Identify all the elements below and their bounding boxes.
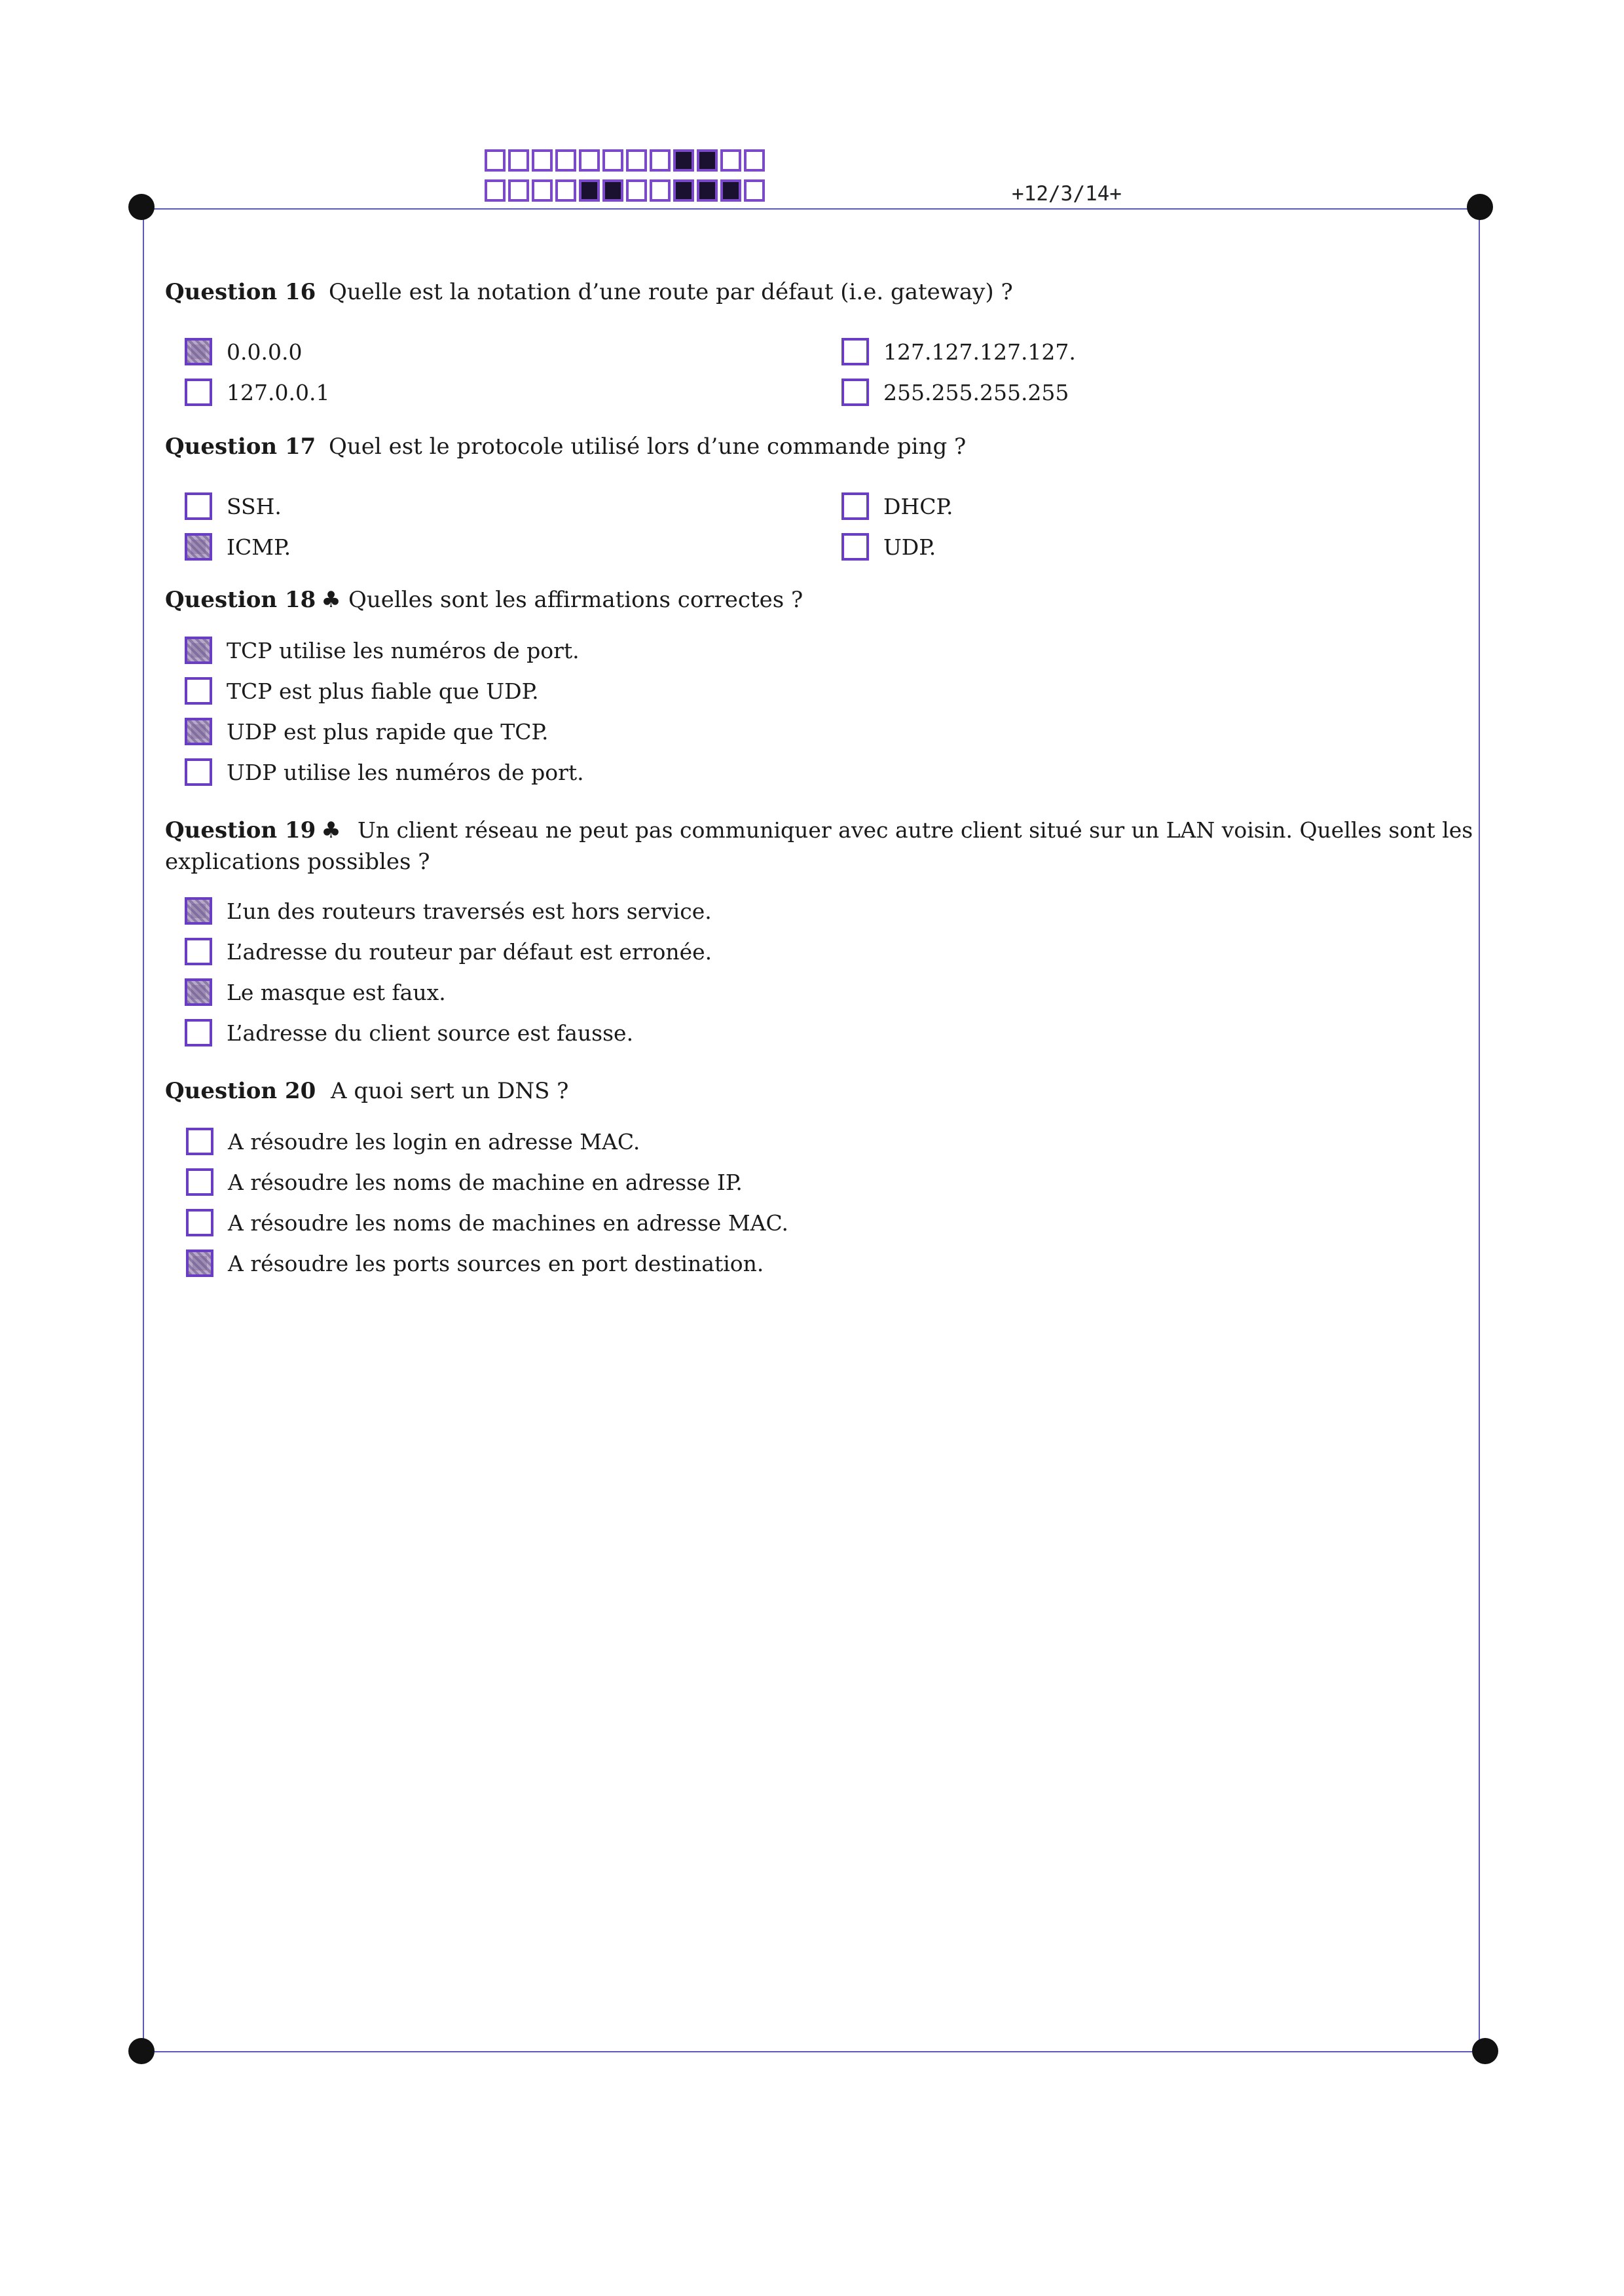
option-row[interactable] xyxy=(185,758,584,786)
question-20-header xyxy=(165,1078,316,1104)
club-icon: ♣ xyxy=(321,587,341,613)
option-label: 127.0.0.1 xyxy=(227,379,330,405)
barcode-cell xyxy=(626,179,647,202)
option-label: TCP est plus fiable que UDP. xyxy=(227,678,539,704)
barcode-cell xyxy=(697,179,718,202)
question-19-text-line-1: Un client réseau ne peut pas communiquer avec autre client situé sur un LAN voisin. Quelles sont les xyxy=(358,817,1473,843)
option-label: ICMP. xyxy=(227,534,291,560)
question-20-text: A quoi sert un DNS ? xyxy=(331,1078,569,1104)
answer-checkbox[interactable] xyxy=(841,379,869,406)
answer-checkbox[interactable] xyxy=(185,758,212,786)
registration-mark-top-left xyxy=(128,194,155,220)
option-label: A résoudre les ports sources en port destination. xyxy=(228,1250,764,1276)
option-label: L’adresse du client source est fausse. xyxy=(227,1020,634,1046)
option-row[interactable] xyxy=(185,379,329,406)
option-row[interactable] xyxy=(185,938,712,965)
option-row[interactable] xyxy=(185,533,291,561)
barcode-cell xyxy=(626,149,647,172)
option-row[interactable] xyxy=(185,637,580,664)
answer-checkbox[interactable] xyxy=(185,677,212,705)
barcode-cell xyxy=(744,179,765,202)
question-label: Question 18 xyxy=(165,587,316,613)
option-label: A résoudre les noms de machine en adresse IP. xyxy=(228,1169,743,1195)
option-row[interactable] xyxy=(185,897,712,925)
option-row[interactable] xyxy=(185,1019,633,1046)
question-17-text: Quel est le protocole utilisé lors d’une commande ping ? xyxy=(329,434,967,460)
option-label: L’adresse du routeur par défaut est erronée. xyxy=(227,938,712,965)
option-row[interactable] xyxy=(841,379,1069,406)
answer-checkbox[interactable] xyxy=(185,338,212,365)
barcode-cell xyxy=(532,179,553,202)
option-row[interactable] xyxy=(841,338,1076,365)
option-row[interactable] xyxy=(186,1250,764,1277)
option-label: 127.127.127.127. xyxy=(883,339,1076,365)
option-row[interactable] xyxy=(841,492,953,520)
option-row[interactable] xyxy=(185,677,539,705)
barcode-cell xyxy=(650,149,671,172)
option-label: A résoudre les noms de machines en adresse MAC. xyxy=(228,1210,789,1236)
question-label: Question 19 xyxy=(165,817,316,843)
answer-checkbox[interactable] xyxy=(185,978,212,1006)
answer-checkbox[interactable] xyxy=(841,492,869,520)
answer-checkbox[interactable] xyxy=(185,492,212,520)
answer-checkbox[interactable] xyxy=(186,1209,213,1236)
option-label: 255.255.255.255 xyxy=(883,379,1069,405)
barcode-cell xyxy=(555,149,576,172)
option-label: UDP est plus rapide que TCP. xyxy=(227,718,549,745)
question-16-text: Quelle est la notation d’une route par défaut (i.e. gateway) ? xyxy=(329,279,1013,305)
option-label: UDP utilise les numéros de port. xyxy=(227,759,584,785)
answer-checkbox[interactable] xyxy=(185,897,212,925)
barcode-cell xyxy=(485,149,506,172)
page-id: +12/3/14+ xyxy=(1012,182,1122,206)
answer-checkbox[interactable] xyxy=(186,1128,213,1155)
option-row[interactable] xyxy=(185,338,302,365)
barcode-cell xyxy=(720,149,741,172)
answer-checkbox[interactable] xyxy=(841,533,869,561)
barcode-cell xyxy=(485,179,506,202)
barcode-cell xyxy=(579,149,600,172)
barcode-cell xyxy=(508,179,529,202)
question-17-header xyxy=(165,434,316,460)
option-row[interactable] xyxy=(186,1209,788,1236)
page-barcode-row-2 xyxy=(485,179,767,202)
barcode-cell xyxy=(532,149,553,172)
option-label: Le masque est faux. xyxy=(227,979,446,1005)
answer-checkbox[interactable] xyxy=(185,533,212,561)
registration-mark-bottom-right xyxy=(1472,2038,1498,2064)
option-row[interactable] xyxy=(186,1128,640,1155)
answer-checkbox[interactable] xyxy=(841,338,869,365)
barcode-cell xyxy=(673,149,694,172)
option-row[interactable] xyxy=(841,533,936,561)
question-label: Question 16 xyxy=(165,279,316,305)
barcode-cell xyxy=(602,149,623,172)
option-label: L’un des routeurs traversés est hors service. xyxy=(227,898,712,924)
answer-checkbox[interactable] xyxy=(185,637,212,664)
option-row[interactable] xyxy=(185,492,282,520)
option-label: 0.0.0.0 xyxy=(227,339,303,365)
option-row[interactable] xyxy=(185,978,446,1006)
barcode-cell xyxy=(602,179,623,202)
option-label: UDP. xyxy=(883,534,936,560)
answer-checkbox[interactable] xyxy=(185,718,212,745)
answer-checkbox[interactable] xyxy=(186,1168,213,1196)
option-label: DHCP. xyxy=(883,493,953,519)
option-row[interactable] xyxy=(185,718,548,745)
barcode-cell xyxy=(508,149,529,172)
question-label: Question 20 xyxy=(165,1078,316,1104)
barcode-cell xyxy=(720,179,741,202)
answer-checkbox[interactable] xyxy=(185,938,212,965)
barcode-cell xyxy=(744,149,765,172)
option-label: SSH. xyxy=(227,493,282,519)
question-label: Question 17 xyxy=(165,434,316,460)
question-18-header xyxy=(165,587,341,613)
option-row[interactable] xyxy=(186,1168,743,1196)
option-label: A résoudre les login en adresse MAC. xyxy=(228,1128,640,1155)
answer-checkbox[interactable] xyxy=(185,379,212,406)
registration-mark-top-right xyxy=(1467,194,1493,220)
barcode-cell xyxy=(673,179,694,202)
question-16-header xyxy=(165,279,316,305)
barcode-cell xyxy=(579,179,600,202)
question-19-header xyxy=(165,817,341,843)
answer-checkbox[interactable] xyxy=(186,1250,213,1277)
barcode-cell xyxy=(555,179,576,202)
barcode-cell xyxy=(697,149,718,172)
answer-checkbox[interactable] xyxy=(185,1019,212,1046)
page-barcode-row-1 xyxy=(485,149,767,172)
question-18-text: Quelles sont les affirmations correctes ? xyxy=(348,587,803,613)
club-icon: ♣ xyxy=(321,817,341,843)
registration-mark-bottom-left xyxy=(128,2038,155,2064)
barcode-cell xyxy=(650,179,671,202)
option-label: TCP utilise les numéros de port. xyxy=(227,637,580,663)
question-19-text-line-2: explications possibles ? xyxy=(165,849,430,875)
